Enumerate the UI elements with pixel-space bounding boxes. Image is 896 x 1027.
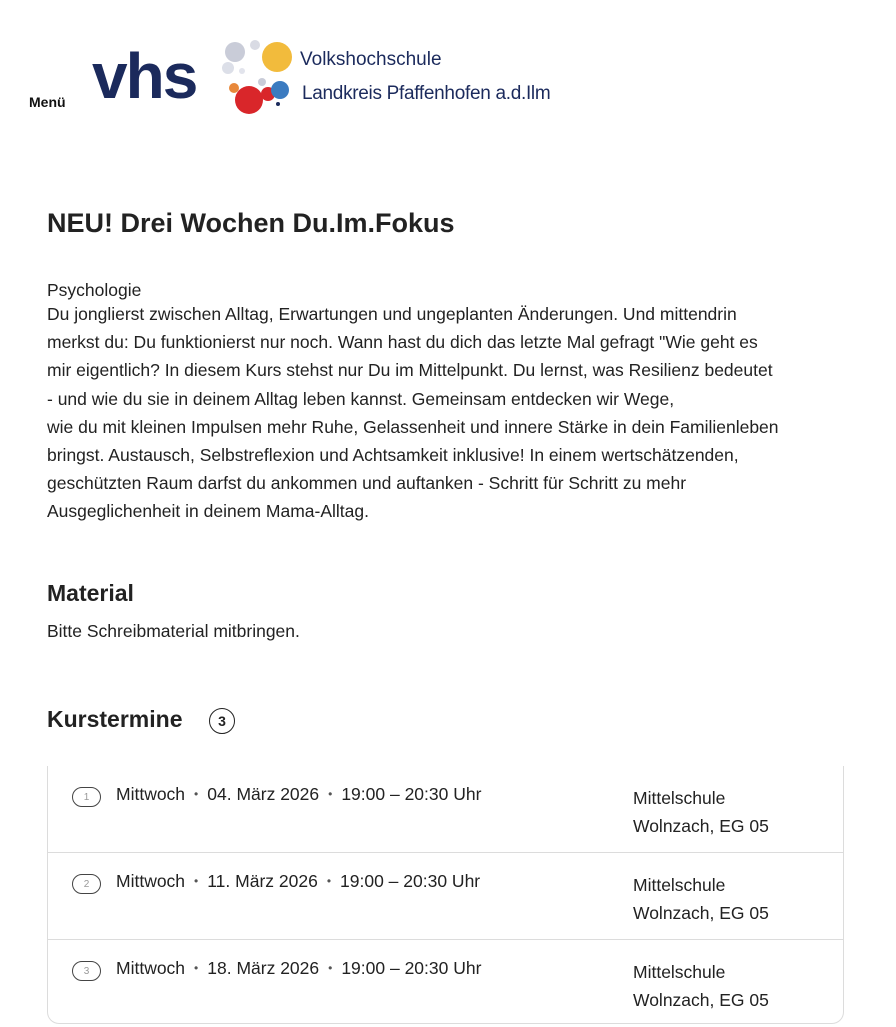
row-time: 19:00 – 20:30 Uhr: [341, 784, 482, 804]
description-line: - und wie du sie in deinem Alltag leben kannst. Gemeinsam entdecken wir Wege,: [47, 388, 675, 409]
row-date: 18. März 2026: [207, 958, 320, 978]
description-line: Ausgeglichenheit in deinem Mama-Alltag.: [47, 501, 369, 522]
row-location: [633, 871, 833, 927]
row-location-line1: Mittelschule: [633, 962, 726, 982]
description-line: mir eigentlich? In diesem Kurs stehst nur Du im Mittelpunkt. Du lernst, was Resilienz bedeutet: [47, 360, 773, 381]
course-title: NEU! Drei Wochen Du.Im.Fokus: [47, 208, 455, 238]
separator-dot: •: [328, 787, 333, 801]
description-line: Du jonglierst zwischen Alltag, Erwartungen und ungeplanten Änderungen. Und mittendrin: [47, 304, 737, 324]
row-number-badge: 3: [72, 961, 101, 981]
row-location-line2: Wolnzach, EG 05: [633, 990, 769, 1010]
material-text: Bitte Schreibmaterial mitbringen.: [47, 621, 300, 641]
vhs-logo[interactable]: [92, 36, 552, 118]
row-day: Mittwoch: [116, 871, 186, 891]
description-line: merkst du: Du funktionierst nur noch. Wann hast du dich das letzte Mal gefragt "Wie geht es: [47, 332, 758, 353]
schedule-row[interactable]: [48, 853, 843, 940]
schedule-list: [47, 766, 844, 1024]
schedule-heading: Kurstermine: [47, 706, 183, 732]
row-time: 19:00 – 20:30 Uhr: [341, 958, 482, 978]
row-number-badge: 2: [72, 874, 101, 894]
row-datetime: [116, 784, 481, 805]
material-heading: Material: [47, 580, 134, 606]
row-date: 11. März 2026: [207, 871, 318, 891]
description-line: geschützten Raum darfst du ankommen und auftanken - Schritt für Schritt zu mehr: [47, 473, 687, 494]
row-day: Mittwoch: [116, 784, 186, 804]
schedule-row[interactable]: [48, 766, 843, 853]
description-line: wie du mit kleinen Impulsen mehr Ruhe, Gelassenheit und innere Stärke in dein Familienleben: [47, 416, 779, 437]
row-datetime: [116, 871, 480, 892]
row-number-badge: 1: [72, 787, 101, 807]
row-location-line2: Wolnzach, EG 05: [633, 816, 769, 836]
schedule-row[interactable]: [48, 940, 843, 1027]
row-location: [633, 958, 833, 1014]
separator-dot: •: [194, 874, 199, 888]
separator-dot: •: [328, 961, 333, 975]
course-description: [47, 300, 847, 526]
logo-text-landkreis: Landkreis Pfaffenhofen a.d.Ilm: [302, 83, 551, 104]
row-time: 19:00 – 20:30 Uhr: [340, 871, 481, 891]
row-location-line2: Wolnzach, EG 05: [633, 903, 769, 923]
row-location: [633, 784, 833, 840]
schedule-count-badge: 3: [209, 708, 235, 734]
description-line: bringst. Austausch, Selbstreflexion und Achtsamkeit inklusive! In einem wertschätzenden,: [47, 445, 739, 466]
vhs-wordmark: vhs: [92, 40, 197, 112]
vhs-logo-mark: [92, 36, 302, 118]
row-day: Mittwoch: [116, 958, 186, 978]
menu-button[interactable]: Menü: [29, 94, 66, 110]
course-category: Psychologie: [47, 280, 142, 300]
logo-text-volkshochschule: Volkshochschule: [300, 49, 442, 70]
row-datetime: [116, 958, 481, 979]
separator-dot: •: [326, 874, 332, 888]
row-location-line1: Mittelschule: [633, 875, 726, 895]
row-location-line1: Mittelschule: [633, 788, 726, 808]
separator-dot: •: [194, 787, 199, 801]
row-date: 04. März 2026: [207, 784, 320, 804]
separator-dot: •: [194, 961, 199, 975]
